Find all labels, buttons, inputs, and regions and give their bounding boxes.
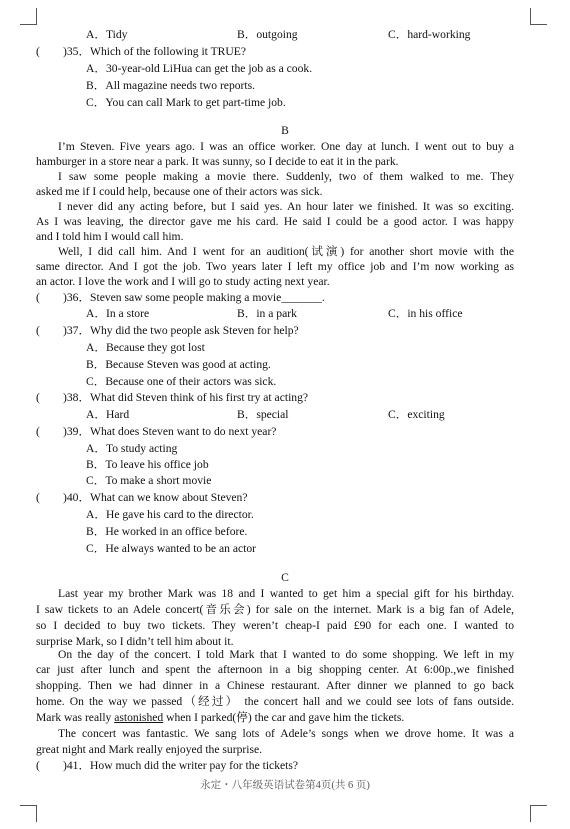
passage-c-text: when I parked(停) the car and gave him the tickets. — [163, 711, 405, 724]
passage-b-line: As I was leaving, the director gave me his card. He said I could be a good actor. I was happy — [36, 215, 514, 228]
passage-b-line: I never did any acting before, but I said yes. An hour later we finished. It was so exciting. — [58, 200, 514, 213]
q35-option-b: B．All magazine needs two reports. — [86, 79, 256, 92]
q36-option-c: C．in his office — [388, 307, 463, 320]
passage-c-line: surprise Mark, so I didn’t tell him about it. — [36, 635, 234, 648]
crop-mark-bottom-right — [530, 805, 547, 822]
section-c-heading: C — [281, 571, 289, 584]
passage-c-line: I saw tickets to an Adele concert(音乐会) for sale on the internet. Mark is a big fan of Adele, — [36, 603, 514, 616]
q36-blank[interactable]: _______ — [281, 291, 322, 304]
passage-c-line: On the day of the concert. I told Mark that I wanted to do some shopping. We left in my — [58, 648, 514, 661]
passage-c-line: car just after lunch and spent the afternoon in a big shopping center. At 6:00p.,we finished — [36, 663, 514, 676]
q40-option-c: C．He always wanted to be an actor — [86, 542, 256, 555]
q41-question: )41．How much did the writer pay for the tickets? — [63, 759, 299, 772]
q34-option-b: B．outgoing — [237, 28, 298, 41]
crop-mark-bottom-left — [20, 805, 37, 822]
q36-text: )36．Steven saw some people making a movie — [63, 291, 282, 304]
q38-option-a: A．Hard — [86, 408, 130, 421]
q35-option-a: A．30-year-old LiHua can get the job as a cook. — [86, 62, 313, 75]
q38-paren: ( — [36, 391, 40, 404]
q38-question: )38．What did Steven think of his first try at acting? — [63, 391, 309, 404]
q40-paren: ( — [36, 491, 40, 504]
q36-end: . — [321, 291, 325, 304]
q40-option-a: A．He gave his card to the director. — [86, 508, 254, 521]
passage-c-line: great night and Mark really enjoyed the surprise. — [36, 743, 263, 756]
passage-b-line: I saw some people making a movie there. Suddenly, two of them walked to me. They — [58, 170, 514, 183]
q39-question: )39．What does Steven want to do next year? — [63, 425, 277, 438]
q38-option-b: B．special — [237, 408, 289, 421]
underlined-word: astonished — [114, 711, 164, 724]
q38-option-c: C．exciting — [388, 408, 445, 421]
passage-b-line: and I told him I would call him. — [36, 230, 184, 243]
q40-option-b: B．He worked in an office before. — [86, 525, 248, 538]
crop-mark-top-right — [530, 8, 547, 25]
passage-b-line: asked me if I could help, because one of their actors was sick. — [36, 185, 323, 198]
q35-option-c: C．You can call Mark to get part-time job. — [86, 96, 286, 109]
q36-option-b: B．in a park — [237, 307, 297, 320]
q34-option-a: A．Tidy — [86, 28, 128, 41]
passage-b-line: an actor. I love the work and I will go to study acting next year. — [36, 275, 330, 288]
passage-b-line: Well, I did call him. And I went for an audition(试演) for another short movie with the — [58, 245, 514, 258]
passage-c-line: home. On the way we passed（经过） the concert hall and we could see lots of fans outside. — [36, 695, 514, 708]
q37-option-c: C．Because one of their actors was sick. — [86, 375, 277, 388]
q36-question — [63, 291, 325, 305]
q39-option-a: A．To study acting — [86, 442, 178, 455]
q39-paren: ( — [36, 425, 40, 438]
q35-question: )35．Which of the following it TRUE? — [63, 45, 246, 58]
q36-option-a: A．In a store — [86, 307, 150, 320]
passage-b-line: hamburger in a store near a park. It was sunny, so I decide to eat it in the park. — [36, 155, 399, 168]
q35-paren: ( — [36, 45, 40, 58]
q34-option-c: C．hard-working — [388, 28, 471, 41]
q39-option-b: B．To leave his office job — [86, 458, 209, 471]
q39-option-c: C．To make a short movie — [86, 474, 212, 487]
q40-question: )40．What can we know about Steven? — [63, 491, 248, 504]
q41-paren: ( — [36, 759, 40, 772]
passage-c-text: Mark was really — [36, 711, 115, 724]
q36-paren: ( — [36, 291, 40, 304]
passage-c-line: Last year my brother Mark was 18 and I wanted to get him a special gift for his birthday. — [58, 587, 514, 600]
passage-b-line: I’m Steven. Five years ago. I was an office worker. One day at lunch. I went out to buy a — [58, 140, 514, 153]
q37-question: )37．Why did the two people ask Steven for help? — [63, 324, 299, 337]
crop-mark-top-left — [20, 8, 37, 25]
passage-c-line: so I decided to buy two tickets. They weren’t cheap-I paid £90 for each one. I wanted to — [36, 619, 514, 632]
passage-b-line: same director. And I got the job. Two years later I left my office job and I’m now working as — [36, 260, 514, 273]
passage-c-line: shopping. Then we had dinner in a Chinese restaurant. After dinner we planned to go back — [36, 679, 514, 692]
passage-c-line — [36, 711, 404, 725]
passage-c-line: The concert was fantastic. We sang lots of Adele’s songs when we drove home. It was a — [58, 727, 514, 740]
q37-option-b: B．Because Steven was good at acting. — [86, 358, 271, 371]
section-b-heading: B — [281, 124, 289, 137]
page-footer: 永定・八年级英语试卷第4页(共 6 页) — [200, 780, 370, 791]
q37-paren: ( — [36, 324, 40, 337]
q37-option-a: A．Because they got lost — [86, 341, 205, 354]
